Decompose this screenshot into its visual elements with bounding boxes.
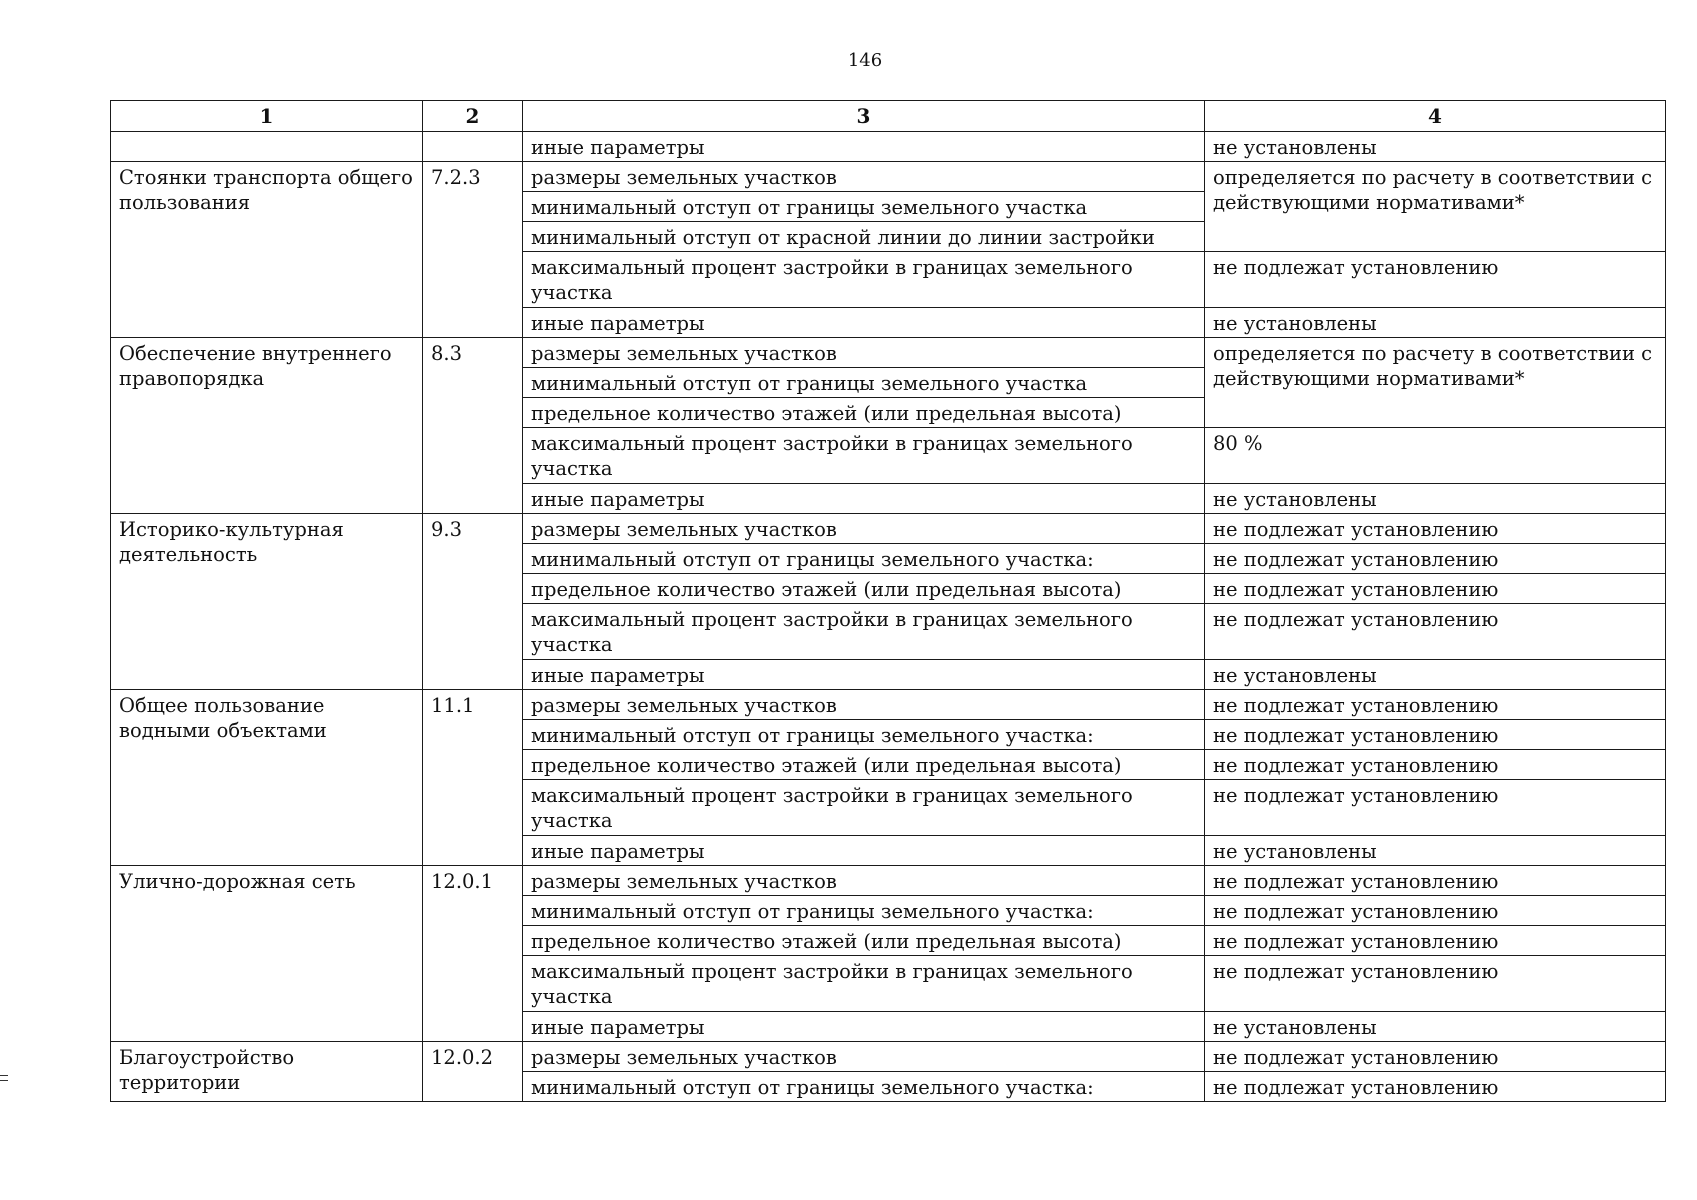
- value-cell: не подлежат установлению: [1205, 514, 1666, 544]
- parameter-cell: минимальный отступ от границы земельного участка:: [523, 1072, 1205, 1102]
- table-row: [111, 132, 1666, 162]
- group-code-cell: 11.1: [423, 690, 523, 866]
- parameter-cell: максимальный процент застройки в границах земельного участка: [523, 252, 1205, 308]
- group-code-cell: 12.0.2: [423, 1042, 523, 1102]
- parameter-cell: максимальный процент застройки в границах земельного участка: [523, 604, 1205, 660]
- header-row: [111, 101, 1666, 132]
- group-code-cell: 8.3: [423, 338, 523, 514]
- value-cell: не подлежат установлению: [1205, 750, 1666, 780]
- parameter-cell: иные параметры: [523, 1012, 1205, 1042]
- table-row: [111, 866, 1666, 896]
- group-name-cell: Общее пользование водными объектами: [111, 690, 423, 866]
- parameter-cell: иные параметры: [523, 132, 1205, 162]
- group-name-cell: Стоянки транспорта общего пользования: [111, 162, 423, 338]
- parameters-table: [110, 100, 1666, 1102]
- value-cell: не подлежат установлению: [1205, 780, 1666, 836]
- parameter-cell: минимальный отступ от границы земельного участка:: [523, 720, 1205, 750]
- value-cell: не подлежат установлению: [1205, 690, 1666, 720]
- value-cell: не подлежат установлению: [1205, 1042, 1666, 1072]
- value-cell: не установлены: [1205, 660, 1666, 690]
- value-cell: не установлены: [1205, 1012, 1666, 1042]
- parameter-cell: максимальный процент застройки в границах земельного участка: [523, 428, 1205, 484]
- value-cell: не установлены: [1205, 132, 1666, 162]
- table-row: [111, 162, 1666, 192]
- value-cell: не подлежат установлению: [1205, 604, 1666, 660]
- group-name-cell: Обеспечение внутреннего правопорядка: [111, 338, 423, 514]
- group-name-cell: [111, 132, 423, 162]
- parameter-cell: размеры земельных участков: [523, 514, 1205, 544]
- group-name-cell: Историко-культурная деятельность: [111, 514, 423, 690]
- parameter-cell: предельное количество этажей (или предельная высота): [523, 398, 1205, 428]
- parameter-cell: максимальный процент застройки в границах земельного участка: [523, 780, 1205, 836]
- value-cell: не установлены: [1205, 308, 1666, 338]
- parameter-cell: размеры земельных участков: [523, 866, 1205, 896]
- group-code-cell: 7.2.3: [423, 162, 523, 338]
- value-cell: не установлены: [1205, 836, 1666, 866]
- value-cell: не подлежат установлению: [1205, 896, 1666, 926]
- parameter-cell: иные параметры: [523, 484, 1205, 514]
- table-row: [111, 690, 1666, 720]
- value-cell: не подлежат установлению: [1205, 926, 1666, 956]
- parameter-cell: предельное количество этажей (или предельная высота): [523, 750, 1205, 780]
- value-cell: не подлежат установлению: [1205, 956, 1666, 1012]
- parameter-cell: размеры земельных участков: [523, 690, 1205, 720]
- value-cell: определяется по расчету в соответствии с действующими нормативами*: [1205, 162, 1666, 252]
- value-cell: определяется по расчету в соответствии с действующими нормативами*: [1205, 338, 1666, 428]
- group-name-cell: Благоустройство территории: [111, 1042, 423, 1102]
- parameter-cell: минимальный отступ от красной линии до линии застройки: [523, 222, 1205, 252]
- value-cell: 80 %: [1205, 428, 1666, 484]
- header-col-3: 3: [523, 101, 1205, 132]
- value-cell: не подлежат установлению: [1205, 574, 1666, 604]
- parameter-cell: максимальный процент застройки в границах земельного участка: [523, 956, 1205, 1012]
- parameter-cell: размеры земельных участков: [523, 162, 1205, 192]
- group-name-cell: Улично-дорожная сеть: [111, 866, 423, 1042]
- value-cell: не подлежат установлению: [1205, 252, 1666, 308]
- parameter-cell: предельное количество этажей (или предельная высота): [523, 926, 1205, 956]
- header-col-2: 2: [423, 101, 523, 132]
- parameter-cell: минимальный отступ от границы земельного участка:: [523, 544, 1205, 574]
- parameter-cell: иные параметры: [523, 308, 1205, 338]
- parameter-cell: размеры земельных участков: [523, 1042, 1205, 1072]
- header-col-4: 4: [1205, 101, 1666, 132]
- header-col-1: 1: [111, 101, 423, 132]
- parameter-cell: иные параметры: [523, 660, 1205, 690]
- group-code-cell: [423, 132, 523, 162]
- value-cell: не установлены: [1205, 484, 1666, 514]
- table-row: [111, 338, 1666, 368]
- value-cell: не подлежат установлению: [1205, 1072, 1666, 1102]
- group-code-cell: 12.0.1: [423, 866, 523, 1042]
- page-number: 146: [847, 50, 883, 71]
- parameter-cell: минимальный отступ от границы земельного участка: [523, 368, 1205, 398]
- parameter-cell: предельное количество этажей (или предельная высота): [523, 574, 1205, 604]
- parameter-cell: иные параметры: [523, 836, 1205, 866]
- table-row: [111, 1042, 1666, 1072]
- value-cell: не подлежат установлению: [1205, 720, 1666, 750]
- value-cell: не подлежат установлению: [1205, 866, 1666, 896]
- margin-mark: [0, 1075, 8, 1081]
- table-body: [111, 132, 1666, 1102]
- table-row: [111, 514, 1666, 544]
- parameter-cell: минимальный отступ от границы земельного участка:: [523, 896, 1205, 926]
- parameter-cell: размеры земельных участков: [523, 338, 1205, 368]
- group-code-cell: 9.3: [423, 514, 523, 690]
- parameter-cell: минимальный отступ от границы земельного участка: [523, 192, 1205, 222]
- value-cell: не подлежат установлению: [1205, 544, 1666, 574]
